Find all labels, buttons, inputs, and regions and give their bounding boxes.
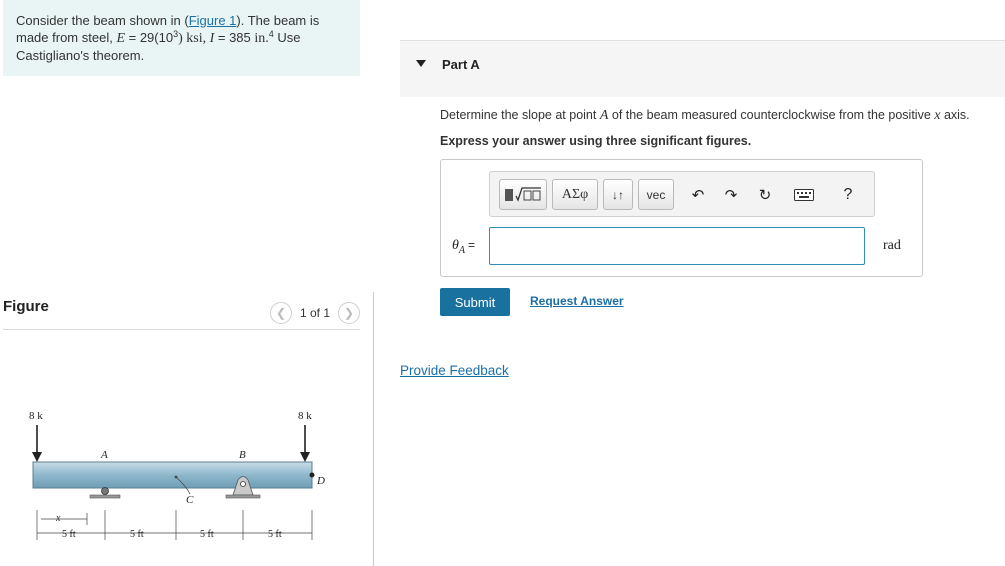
problem-statement	[3, 0, 360, 76]
answer-subscript: A	[458, 244, 465, 256]
inertia-value: = 385	[214, 30, 255, 45]
modulus-unit: ) ksi,	[178, 31, 210, 46]
point-a-label: A	[101, 449, 108, 461]
load-arrowhead-right	[300, 452, 310, 462]
pager-text: 1 of 1	[299, 306, 330, 320]
reset-icon[interactable]: ↻	[758, 187, 772, 204]
problem-text: Consider the beam shown in (	[16, 13, 189, 28]
question-point: A	[599, 108, 609, 123]
question-part: of the beam measured counterclockwise from the positive	[608, 108, 935, 122]
unit-label: rad	[883, 238, 901, 253]
modulus-exponent: 3	[173, 29, 179, 39]
answer-label	[452, 238, 475, 256]
figure-header	[3, 298, 360, 330]
x-label: x	[56, 513, 61, 524]
inertia-symbol: I	[209, 31, 215, 46]
arrows-button[interactable]: ↓↑	[603, 179, 633, 210]
answer-box	[440, 159, 923, 277]
templates-button[interactable]	[499, 179, 547, 210]
vec-button[interactable]: vec	[638, 179, 674, 210]
modulus-value: = 29(10	[125, 30, 174, 45]
dim-label-4: 5 ft	[268, 529, 282, 540]
question-axis: x	[934, 108, 941, 123]
panel-divider	[373, 292, 374, 566]
answer-input[interactable]	[489, 227, 865, 265]
chevron-left-icon[interactable]: ❮	[270, 302, 292, 324]
load-arrowhead-left	[32, 452, 42, 462]
beam	[33, 462, 312, 488]
question-text	[440, 108, 970, 124]
undo-icon[interactable]: ↶	[691, 187, 705, 204]
point-c-label: C	[186, 494, 194, 506]
dim-label-1: 5 ft	[62, 529, 76, 540]
left-panel	[0, 0, 374, 566]
pin-b	[241, 482, 246, 487]
keyboard-glyph	[794, 189, 814, 201]
templates-icon	[503, 185, 543, 205]
point-b-label: B	[239, 449, 246, 461]
chevron-right-icon[interactable]: ❯	[338, 302, 360, 324]
answer-symbol: θ	[452, 238, 459, 253]
answer-equals: =	[468, 238, 476, 252]
pin-base-b	[226, 495, 260, 498]
dim-label-3: 5 ft	[200, 529, 214, 540]
submit-button[interactable]: Submit	[440, 288, 510, 316]
provide-feedback-link[interactable]: Provide Feedback	[400, 363, 509, 378]
request-answer-link[interactable]: Request Answer	[530, 294, 624, 308]
right-panel	[400, 0, 1005, 566]
roller-support-a	[102, 488, 109, 495]
figure-link[interactable]: Figure 1	[188, 13, 237, 28]
dim-label-2: 5 ft	[130, 529, 144, 540]
help-icon[interactable]: ?	[843, 186, 853, 203]
redo-icon[interactable]: ↷	[724, 187, 738, 204]
caret-down-icon[interactable]	[416, 60, 426, 67]
question-part: axis.	[940, 108, 970, 122]
figure-title: Figure	[3, 298, 49, 315]
figure-pager	[270, 302, 360, 324]
greek-button[interactable]: ΑΣφ	[552, 179, 598, 210]
part-title: Part A	[442, 57, 480, 72]
beam-figure	[0, 400, 360, 550]
modulus-symbol: E	[116, 31, 125, 46]
roller-base-a	[90, 495, 120, 498]
inertia-exponent: 4	[268, 29, 274, 39]
load-label-right: 8 k	[298, 410, 312, 422]
question-part: Determine the slope at point	[440, 108, 600, 122]
inertia-unit: in.	[254, 31, 269, 46]
instruction-text: Express your answer using three significant figures.	[440, 134, 752, 148]
point-d-label: D	[317, 475, 325, 487]
problem-text: ). The beam is made from steel,	[16, 13, 320, 45]
problem-text: Use Castigliano's theorem.	[16, 30, 301, 63]
keyboard-icon[interactable]	[793, 186, 815, 204]
load-label-left: 8 k	[29, 410, 43, 422]
part-a-header[interactable]	[400, 40, 1005, 97]
point-d-marker	[310, 473, 315, 478]
math-toolbar	[489, 171, 875, 217]
point-c-marker	[175, 476, 178, 479]
